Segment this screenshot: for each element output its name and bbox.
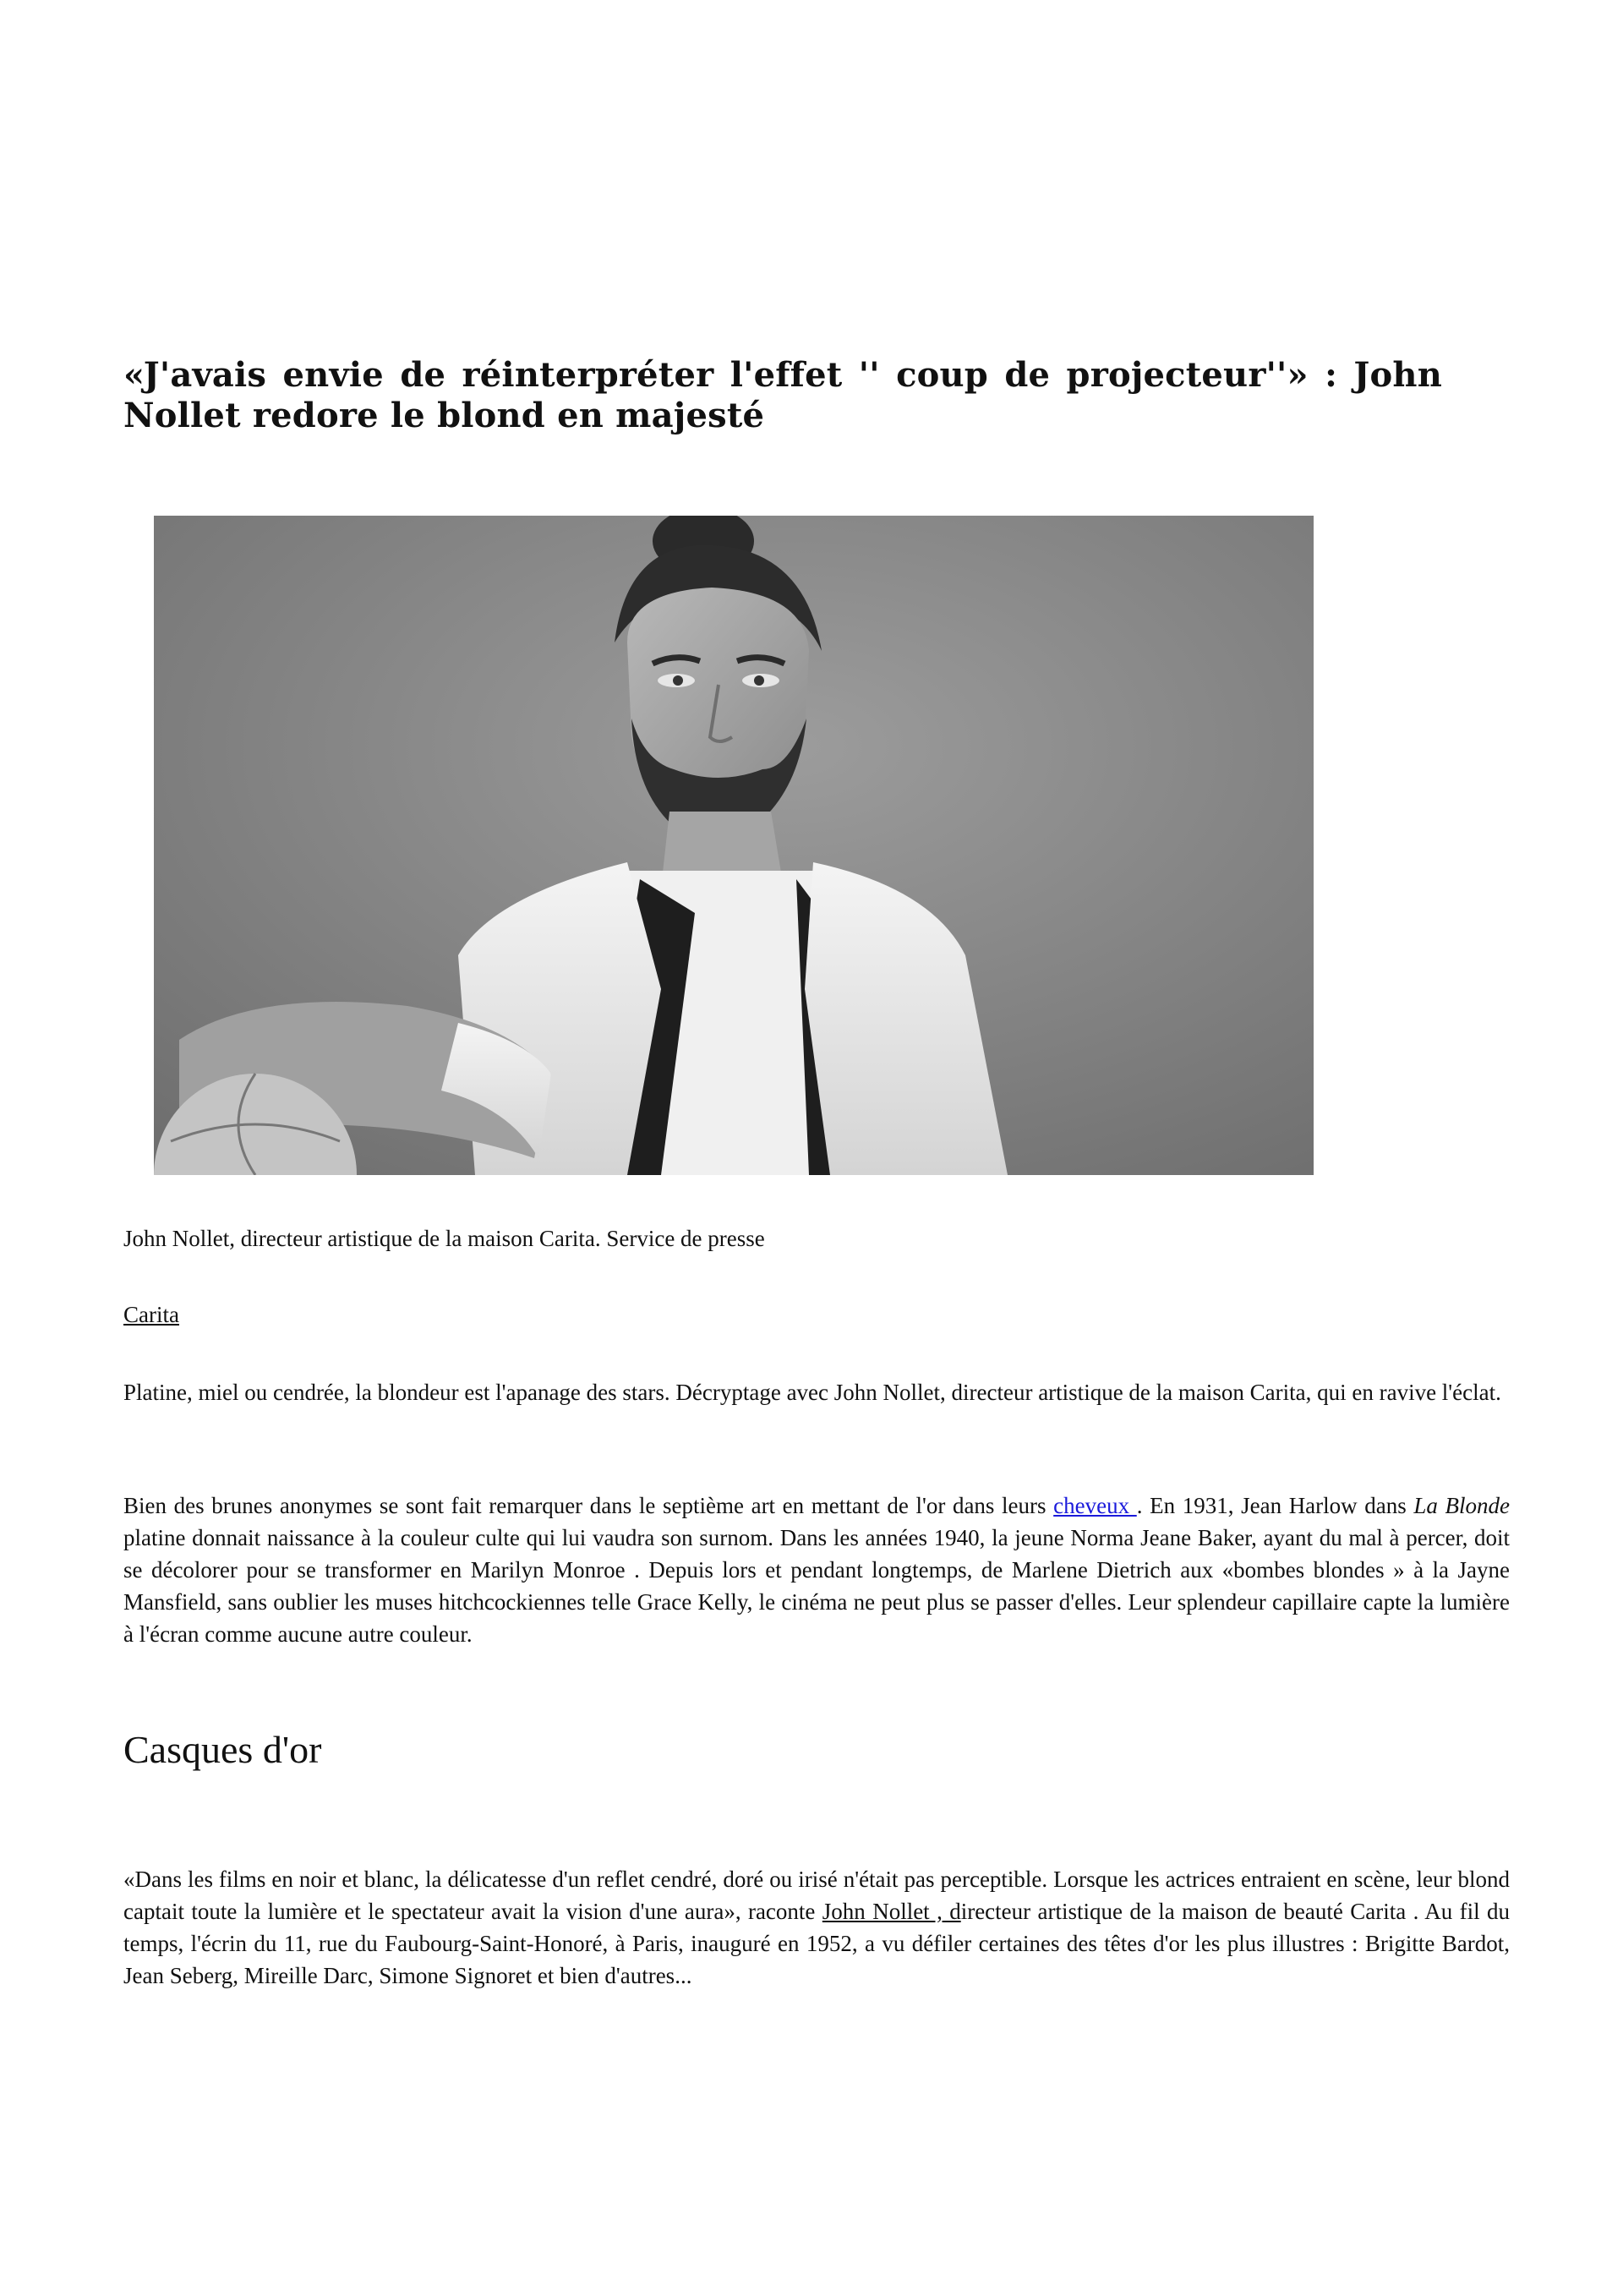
body-text-part1: Bien des brunes anonymes se sont fait remarquer dans le septième art en mettant de l'or dans leurs [123,1493,1054,1518]
source-link-carita[interactable]: Carita [123,1302,179,1327]
quote-paragraph [123,1863,1510,1992]
quote-text-part2: irecteur artistique de la maison de beauté Carita . Au fil du temps, l'écrin du 11, rue du Faubourg-Saint-Honoré, à Paris, inauguré en 1952, a vu défiler certaines des têtes d'or les plus illustres : Brigitte Bardot, Jean Seberg, Mireille Darc, Simone Signoret et bien d'autres... [123,1899,1510,1988]
body-text-part3: platine donnait naissance à la couleur culte qui lui vaudra son surnom. Dans les années 1940, la jeune Norma Jeane Baker, ayant du mal à percer, doit se décolorer pour se transformer en Marilyn Monroe . Depuis lors et pendant longtemps, de Marlene Dietrich aux «bombes blondes » à la Jayne Mansfield, sans oublier les muses hitchcockiennes telle Grace Kelly, le cinéma ne peut plus se passer d'elles. Leur splendeur capillaire capte la lumière à l'écran comme aucune autre couleur. [123,1525,1510,1647]
john-nollet-link[interactable]: John Nollet , d [822,1899,961,1924]
article-lead: Platine, miel ou cendrée, la blondeur est l'apanage des stars. Décryptage avec John Nollet, directeur artistique de la maison Carita, qui en ravive l'éclat. [123,1380,1501,1405]
quote-text-part1: «Dans les films en noir et blanc, la délicatesse d'un reflet cendré, doré ou irisé n'était pas perceptible. Lorsque les actrices entraient en scène, leur blond captait toute la lumière et le spectateur avait la vision d'une aura», raconte [123,1867,1510,1924]
portrait-illustration [154,516,1314,1175]
hair-link[interactable]: cheveux [1053,1493,1137,1518]
article-body-paragraph [123,1490,1510,1650]
photo-caption: John Nollet, directeur artistique de la maison Carita. Service de presse [123,1226,765,1251]
body-text-part2: . En 1931, Jean Harlow dans [1136,1493,1414,1518]
section-heading: Casques d'or [123,1728,322,1771]
film-title: La Blonde [1413,1493,1511,1518]
article-headline: «J'avais envie de réinterpréter l'effet '' coup de projecteur''» : John Nollet redore le blond en majesté [123,355,1442,435]
portrait-photo [154,516,1314,1175]
